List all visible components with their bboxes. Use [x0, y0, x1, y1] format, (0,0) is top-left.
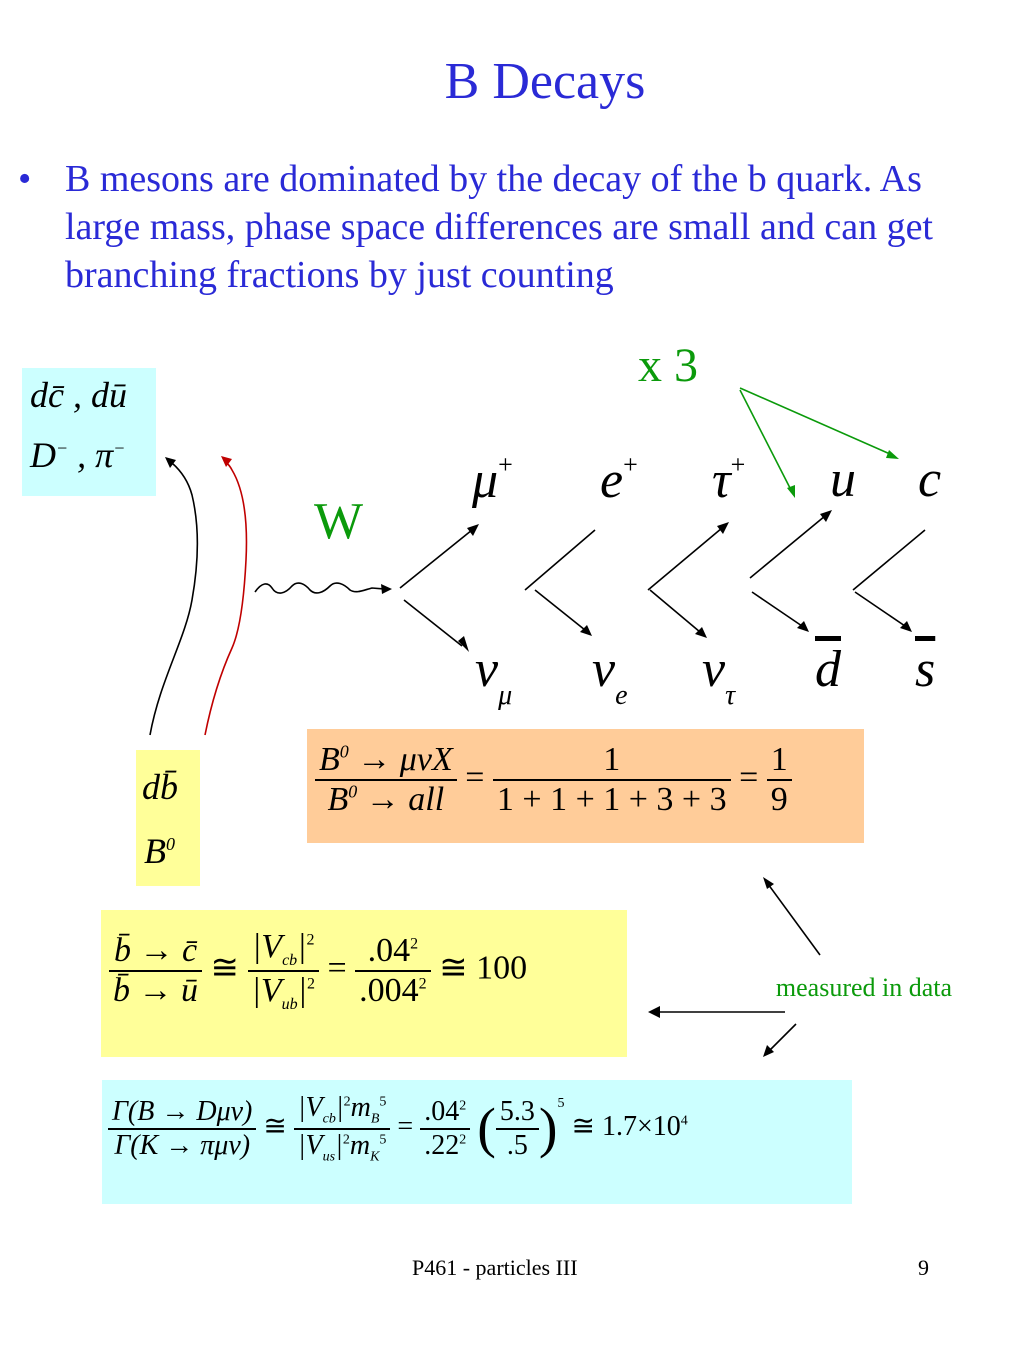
products-quarks: dc̄ , dū [30, 375, 127, 415]
equals-sign: = [465, 758, 485, 796]
equals-sign: = [397, 1111, 414, 1143]
br-fraction: $\frac{B^0 \to \mu\nu X}{B^0 \to all}$ [315, 741, 457, 819]
initial-state-box [136, 750, 200, 886]
up-quark-symbol: u [830, 451, 856, 508]
anti-down-quark-symbol: $\overline{d}$ [815, 641, 841, 698]
spectator-quark-line [150, 463, 197, 735]
approx-sign-2: ≅ [571, 1111, 595, 1143]
muon-neutrino-symbol: $\nu_\mu$ [475, 641, 513, 711]
ckm-result: 100 [476, 949, 528, 987]
ckm-ratio-box [101, 910, 627, 1057]
w-label: W [314, 493, 364, 550]
counting-fraction: $\frac{1}{1 + 1 + 1 + 3 + 3}$ [493, 741, 731, 819]
b-quark-line [205, 462, 246, 735]
products-box [22, 368, 156, 496]
quark-transition-fraction: $\frac{b̄ \to c̄}{b̄ \to ū}$ [109, 932, 202, 1010]
semileptonic-ratio-box [307, 729, 864, 843]
decay-width-fraction: $\frac{\text{Γ(B → Dμν)}}{\text{Γ(K → πμν)}}$ [108, 1096, 256, 1162]
measured-note: measured in data [775, 973, 953, 1002]
approx-sign: ≅ [210, 949, 239, 987]
bullet-marker: • [18, 158, 32, 200]
ckm-element-fraction: $\frac{|V_{cb}|^2}{|V_{ub}|^2}$ [248, 928, 319, 1014]
numeric-fraction: $\frac{.04^2}{.004^2}$ [355, 932, 431, 1010]
muon-plus-symbol: μ+ [472, 450, 513, 509]
equals-sign-2: = [739, 758, 759, 796]
slide-title: B Decays [444, 53, 646, 110]
charm-quark-symbol: c [918, 451, 942, 508]
electron-neutrino-symbol: $\nu_e$ [592, 641, 628, 711]
numeric-fraction: $\frac{.04^2}{.22^2}$ [420, 1096, 470, 1162]
tau-neutrino-symbol: $\nu_\tau$ [702, 641, 736, 711]
tau-plus-symbol: τ+ [712, 450, 746, 509]
w-boson-line [255, 583, 385, 593]
initial-meson: $B^0$ [144, 831, 175, 871]
footer-text: P461 - particles III [412, 1255, 578, 1280]
bullet-text: B mesons are dominated by the decay of the b quark. As large mass, phase space differences are small and can get branching fractions by just counting [65, 158, 933, 296]
multiplier-label: x 3 [638, 339, 698, 392]
initial-quarks: db̄ [142, 767, 178, 807]
page-number: 9 [918, 1255, 929, 1280]
mass-ratio-fraction: $\frac{5.3}{.5}$ [496, 1096, 539, 1162]
approx-sign: ≅ [263, 1111, 287, 1143]
products-mesons: D− , π− [30, 435, 126, 475]
decay-rate-ratio-box: $\frac{\text{Γ(B → Dμν)}}{\text{Γ(K → πμν)}}$ ≅ $\frac{|V_{cb}|^2m_B^5}{|V_{us}|^2m_K^5}$ = $\frac{.04^2}{.22^2}$ ( $\frac{5.3}{.5}$ )$^5$ ≅ $1.7\times 10^4$ [102, 1080, 852, 1204]
ckm-mass-fraction: $\frac{|V_{cb}|^2m_B^5}{|V_{us}|^2m_K^5}$ [294, 1092, 391, 1165]
anti-strange-quark-symbol: $\overline{s}$ [915, 641, 936, 698]
result-fraction: $\frac{1}{9}$ [767, 741, 792, 819]
gamma-result: $1.7\times 10^4$ [601, 1111, 688, 1143]
equals-sign: = [327, 949, 347, 987]
positron-symbol: e+ [600, 450, 638, 509]
approx-sign-2: ≅ [439, 949, 468, 987]
